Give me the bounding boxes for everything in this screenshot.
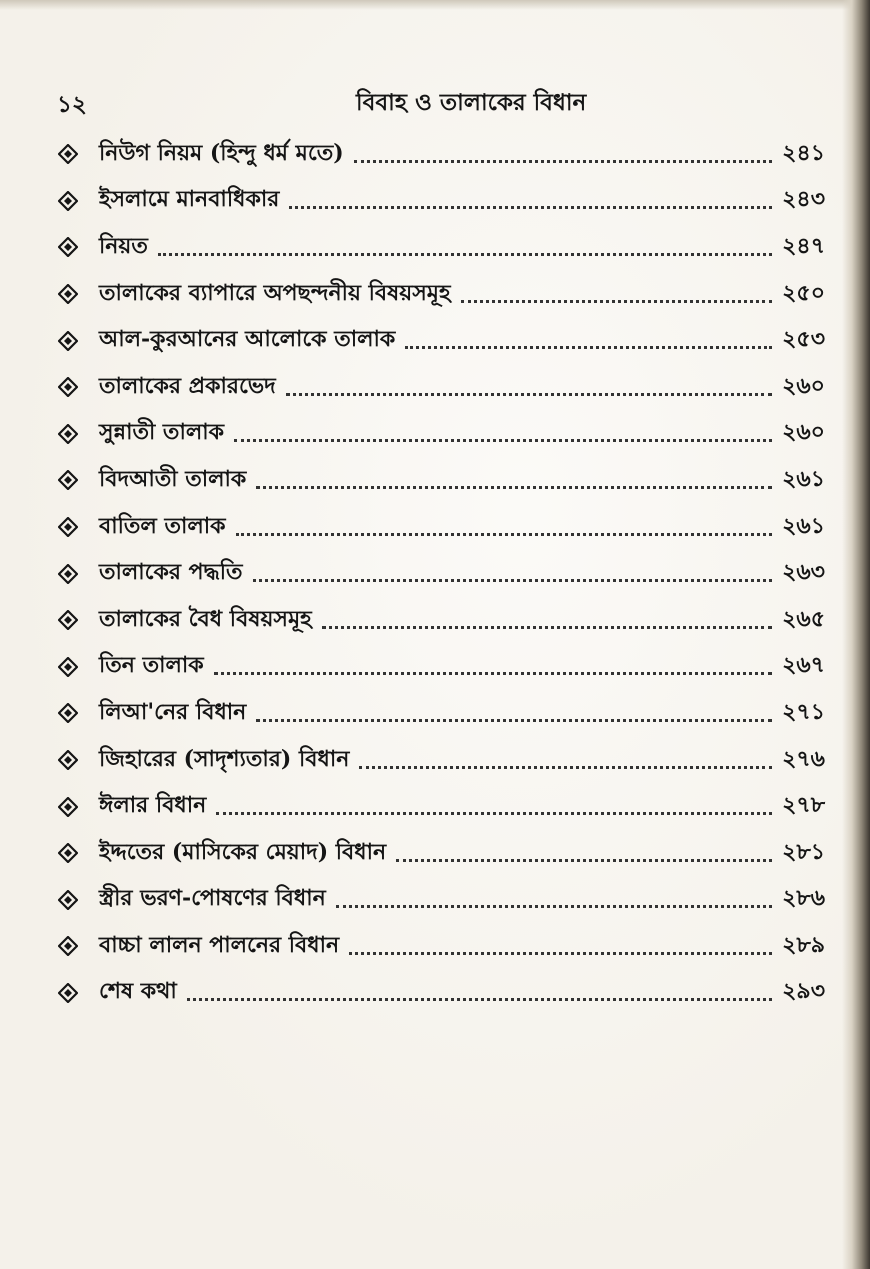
toc-entry-title: লিআ'নের বিধান [99,698,247,725]
toc-entry-title: নিউগ নিয়ম (হিন্দু ধর্ম মতে) [99,139,344,166]
dot-leader [236,533,773,536]
diamond-bullet-icon [55,331,81,351]
toc-row [55,737,825,784]
page-top-shadow [0,0,870,10]
dot-leader [354,160,772,163]
toc-row [55,178,825,225]
dot-leader [396,859,772,862]
toc-row [55,224,825,271]
toc-entry-page: ২৮৬ [782,885,825,912]
toc-row [55,877,825,924]
toc-row [55,317,825,364]
toc-entry-title: তালাকের পদ্ধতি [99,559,243,586]
toc-entry-title: সুন্নাতী তালাক [99,419,224,446]
toc-row [55,457,825,504]
diamond-bullet-icon [55,750,81,770]
toc-entry-page: ২৬০ [782,372,825,399]
dot-leader [234,439,772,442]
toc-entry-title: তালাকের প্রকারভেদ [99,372,276,399]
toc-entry-page: ২৪৭ [782,232,825,259]
dot-leader [359,766,772,769]
diamond-bullet-icon [55,237,81,257]
toc-row [55,970,825,1017]
toc-entry-page: ২৮৯ [782,931,825,958]
toc-row [55,550,825,597]
toc-row [55,271,825,318]
toc-row [55,830,825,877]
toc-row [55,364,825,411]
toc-entry-title: আল-কুরআনের আলোকে তালাক [99,326,396,353]
toc-entry-title: ইসলামে মানবাধিকার [99,186,280,213]
toc-entry-title: তালাকের বৈধ বিষয়সমূহ [99,605,312,632]
toc-entry-title: বিদআতী তালাক [99,465,247,492]
dot-leader [256,486,772,489]
toc-row [55,131,825,178]
toc-entry-page: ২৪১ [782,139,825,166]
toc-entry-page: ২৬৭ [782,652,825,679]
dot-leader [461,300,773,303]
toc-row [55,597,825,644]
toc-entry-page: ২৬৩ [782,559,825,586]
toc-entry-page: ২৪৩ [782,186,825,213]
dot-leader [349,952,772,955]
toc-entry-title: তিন তালাক [99,652,204,679]
page-number: ১২ [57,91,87,118]
toc-entry-page: ২৭৬ [782,745,825,772]
toc-row [55,783,825,830]
toc-entry-page: ২৬০ [782,419,825,446]
dot-leader [216,812,772,815]
toc-entry-page: ২৫০ [782,279,825,306]
running-title: বিবাহ ও তালাকের বিধান [356,89,587,116]
diamond-bullet-icon [55,703,81,723]
diamond-bullet-icon [55,284,81,304]
toc-entry-title: তালাকের ব্যাপারে অপছন্দনীয় বিষয়সমূহ [99,279,451,306]
toc-entry-title: নিয়ত [99,232,148,259]
diamond-bullet-icon [55,890,81,910]
toc-entry-title: বাচ্চা লালন পালনের বিধান [99,931,340,958]
toc-entry-page: ২৭৮ [782,792,825,819]
toc-row [55,923,825,970]
dot-leader [256,719,772,722]
dot-leader [336,905,772,908]
table-of-contents [55,131,825,1016]
dot-leader [405,346,772,349]
toc-entry-page: ২৬৫ [782,605,825,632]
toc-entry-title: ঈলার বিধান [99,792,207,819]
diamond-bullet-icon [55,843,81,863]
toc-entry-page: ২৭১ [782,698,825,725]
page-binding-shadow [842,0,870,1269]
dot-leader [253,579,773,582]
toc-entry-page: ২৬১ [782,465,825,492]
diamond-bullet-icon [55,983,81,1003]
toc-entry-page: ২৯৩ [782,978,825,1005]
page-header [0,80,870,124]
diamond-bullet-icon [55,144,81,164]
toc-row [55,411,825,458]
diamond-bullet-icon [55,797,81,817]
dot-leader [187,998,772,1001]
toc-entry-title: শেষ কথা [99,978,177,1005]
toc-entry-title: বাতিল তালাক [99,512,226,539]
dot-leader [322,626,772,629]
diamond-bullet-icon [55,657,81,677]
diamond-bullet-icon [55,377,81,397]
diamond-bullet-icon [55,936,81,956]
toc-entry-page: ২৮১ [782,838,825,865]
dot-leader [214,672,772,675]
diamond-bullet-icon [55,191,81,211]
diamond-bullet-icon [55,610,81,630]
toc-entry-page: ২৫৩ [782,326,825,353]
toc-entry-title: ইদ্দতের (মাসিকের মেয়াদ) বিধান [99,838,387,865]
toc-row [55,504,825,551]
toc-entry-title: জিহারের (সাদৃশ্যতার) বিধান [99,745,350,772]
diamond-bullet-icon [55,470,81,490]
toc-row [55,644,825,691]
toc-row [55,690,825,737]
diamond-bullet-icon [55,424,81,444]
diamond-bullet-icon [55,564,81,584]
dot-leader [158,253,772,256]
dot-leader [289,206,772,209]
toc-entry-title: স্ত্রীর ভরণ-পোষণের বিধান [99,885,326,912]
dot-leader [286,393,772,396]
diamond-bullet-icon [55,517,81,537]
toc-entry-page: ২৬১ [782,512,825,539]
